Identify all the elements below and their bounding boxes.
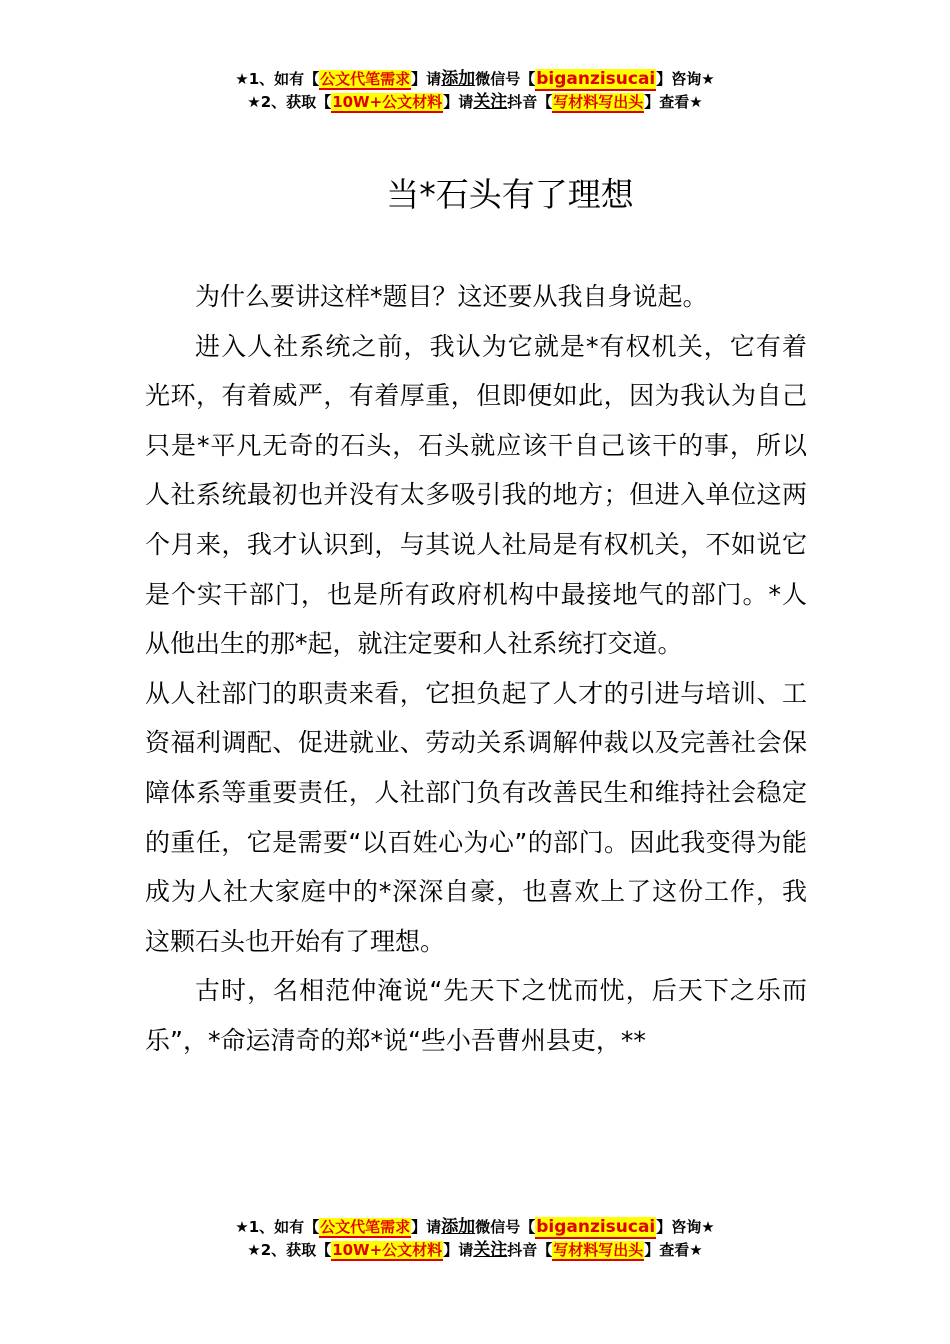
paragraph: 古时，名相范仲淹说“先天下之忧而忧，后天下之乐而乐”，*命运清奇的郑*说“些小吾曹州县吏，** (145, 976, 807, 1055)
banner-text: 】咨询★ (656, 70, 715, 88)
banner-text: ★2、获取【 (247, 93, 332, 111)
footer-banner (0, 1216, 950, 1262)
banner-highlight: 公文代笔需求 (320, 1218, 411, 1236)
banner-text: ★1、如有【 (235, 1218, 320, 1236)
paragraph: 从人社部门的职责来看，它担负起了人才的引进与培训、工资福利调配、促进就业、劳动关系调解仲裁以及完善社会保障体系等重要责任，人社部门负有改善民生和维持社会稳定的重任，它是需要“以百姓心为心”的部门。因此我变得为能成为人社大家庭中的*深深自豪，也喜欢上了这份工作，我这颗石头也开始有了理想。 (145, 678, 807, 956)
banner-text: 】请 (411, 70, 442, 88)
header-banner (0, 68, 950, 114)
banner-underline: 添加 (441, 69, 476, 89)
banner-line-1 (0, 1216, 950, 1239)
banner-highlight: 10W+公文材料 (332, 1241, 443, 1259)
banner-text: 微信号【 (475, 70, 536, 88)
banner-underline: 关注 (473, 92, 508, 112)
banner-underline: 添加 (441, 1217, 476, 1237)
banner-highlight-wechat-id: biganzisucai (536, 1217, 656, 1237)
document-body (145, 272, 807, 1066)
banner-underline: 关注 (473, 1240, 508, 1260)
banner-text: 】请 (443, 1241, 474, 1259)
banner-line-2 (0, 91, 950, 114)
banner-line-2 (0, 1239, 950, 1262)
banner-highlight: 10W+公文材料 (332, 93, 443, 111)
banner-text: ★1、如有【 (235, 70, 320, 88)
banner-text: 】查看★ (644, 1241, 703, 1259)
banner-text: 】咨询★ (656, 1218, 715, 1236)
banner-text: 】查看★ (644, 93, 703, 111)
banner-text: 】请 (411, 1218, 442, 1236)
banner-text: ★2、获取【 (247, 1241, 332, 1259)
banner-text: 】请 (443, 93, 474, 111)
paragraph: 为什么要讲这样*题目？这还要从我自身说起。 (195, 282, 708, 311)
banner-text: 抖音【 (507, 93, 553, 111)
banner-highlight-wechat-id: biganzisucai (536, 69, 656, 89)
banner-highlight: 公文代笔需求 (320, 70, 411, 88)
banner-highlight-douyin: 写材料写出头 (553, 1241, 644, 1259)
banner-line-1 (0, 68, 950, 91)
banner-text: 抖音【 (507, 1241, 553, 1259)
banner-text: 微信号【 (475, 1218, 536, 1236)
paragraph: 进入人社系统之前，我认为它就是*有权机关，它有着光环，有着威严，有着厚重，但即便如此，因为我认为自己只是*平凡无奇的石头，石头就应该干自己该干的事，所以人社系统最初也并没有太多吸引我的地方；但进入单位这两个月来，我才认识到，与其说人社局是有权机关，不如说它是个实干部门，也是所有政府机构中最接地气的部门。*人从他出生的那*起，就注定要和人社系统打交道。 (145, 331, 807, 659)
document-title: 当*石头有了理想 (386, 175, 634, 214)
banner-highlight-douyin: 写材料写出头 (553, 93, 644, 111)
